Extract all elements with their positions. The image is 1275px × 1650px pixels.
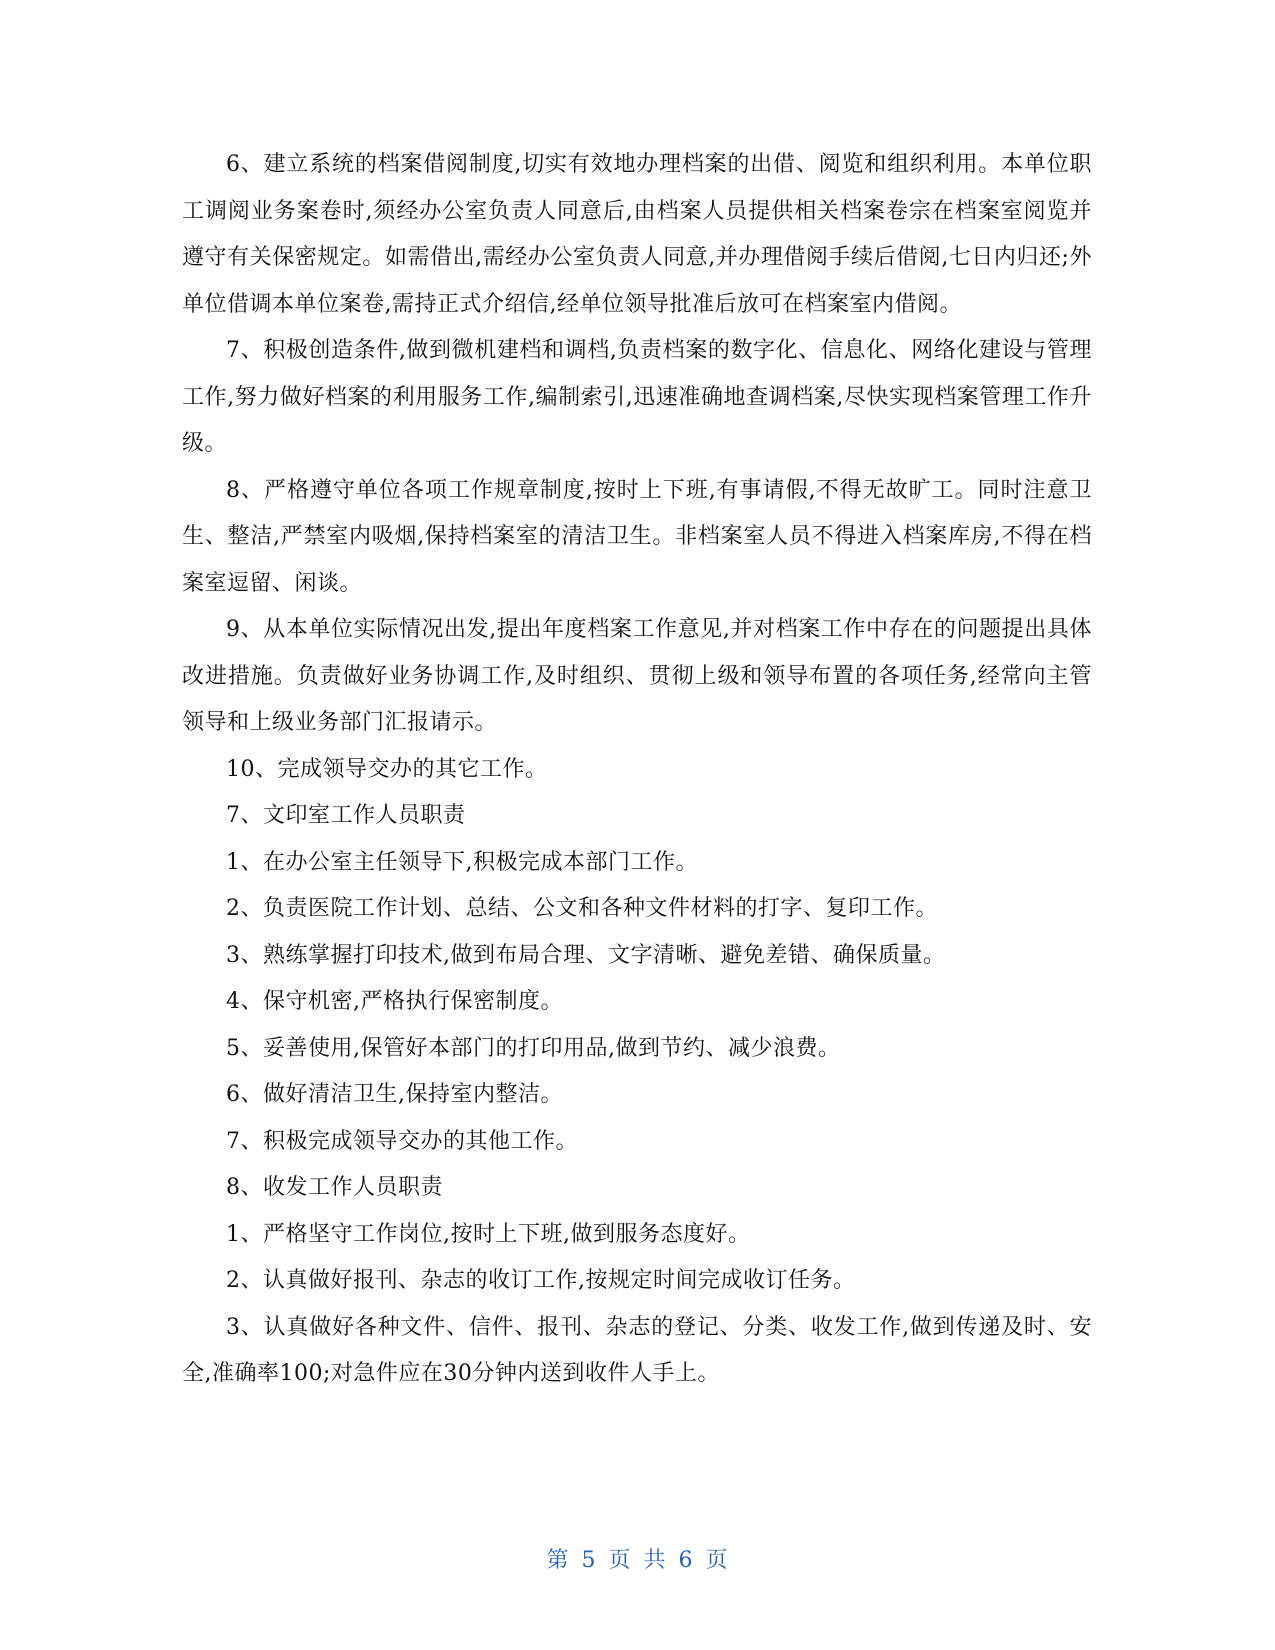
page-footer: [0, 1543, 1275, 1574]
paragraph: 6、建立系统的档案借阅制度,切实有效地办理档案的出借、阅览和组织利用。本单位职工调阅业务案卷时,须经办公室负责人同意后,由档案人员提供相关档案卷宗在档案室阅览并遵守有关保密规定。如需借出,需经办公室负责人同意,并办理借阅手续后借阅,七日内归还;外单位借调本单位案卷,需持正式介绍信,经单位领导批准后放可在档案室内借阅。: [182, 152, 1092, 317]
section-heading: 7、文印室工作人员职责: [226, 803, 466, 828]
paragraph: 1、严格坚守工作岗位,按时上下班,做到服务态度好。: [226, 1221, 751, 1247]
footer-total-unit: 页: [705, 1548, 729, 1573]
paragraph: 8、严格遵守单位各项工作规章制度,按时上下班,有事请假,不得无故旷工。同时注意卫生、整洁,严禁室内吸烟,保持档案室的清洁卫生。非档案室人员不得进入档案库房,不得在档案室逗留、闲谈。: [182, 477, 1092, 596]
total-page-count: 6: [678, 1548, 694, 1573]
paragraph: 4、保守机密,严格执行保密制度。: [226, 989, 563, 1014]
paragraph: 6、做好清洁卫生,保持室内整洁。: [226, 1082, 563, 1107]
paragraph: 2、认真做好报刊、杂志的收订工作,按规定时间完成收订任务。: [226, 1268, 856, 1293]
paragraph: 3、熟练掌握打印技术,做到布局合理、文字清晰、避免差错、确保质量。: [226, 942, 946, 968]
paragraph: 10、完成领导交办的其它工作。: [226, 756, 548, 782]
paragraph: 7、积极完成领导交办的其他工作。: [226, 1128, 578, 1154]
document-body: [182, 142, 1092, 1398]
paragraph: 3、认真做好各种文件、信件、报刊、杂志的登记、分类、收发工作,做到传递及时、安全,准确率100;对急件应在30分钟内送到收件人手上。: [182, 1314, 1092, 1386]
paragraph: 7、积极创造条件,做到微机建档和调档,负责档案的数字化、信息化、网络化建设与管理工作,努力做好档案的利用服务工作,编制索引,迅速准确地查调档案,尽快实现档案管理工作升级。: [182, 338, 1092, 456]
section-heading: 8、收发工作人员职责: [226, 1175, 443, 1200]
paragraph: 9、从本单位实际情况出发,提出年度档案工作意见,并对档案工作中存在的问题提出具体改进措施。负责做好业务协调工作,及时组织、贯彻上级和领导布置的各项任务,经常向主管领导和上级业务部门汇报请示。: [182, 617, 1092, 735]
paragraph: 5、妥善使用,保管好本部门的打印用品,做到节约、减少浪费。: [226, 1035, 841, 1061]
footer-page-unit: 页: [608, 1548, 632, 1573]
current-page-number: 5: [581, 1548, 597, 1573]
footer-total-prefix: 共: [643, 1548, 667, 1573]
paragraph: 1、在办公室主任领导下,积极完成本部门工作。: [226, 849, 698, 875]
footer-prefix: 第: [546, 1548, 570, 1573]
paragraph: 2、负责医院工作计划、总结、公文和各种文件材料的打字、复印工作。: [226, 896, 938, 921]
